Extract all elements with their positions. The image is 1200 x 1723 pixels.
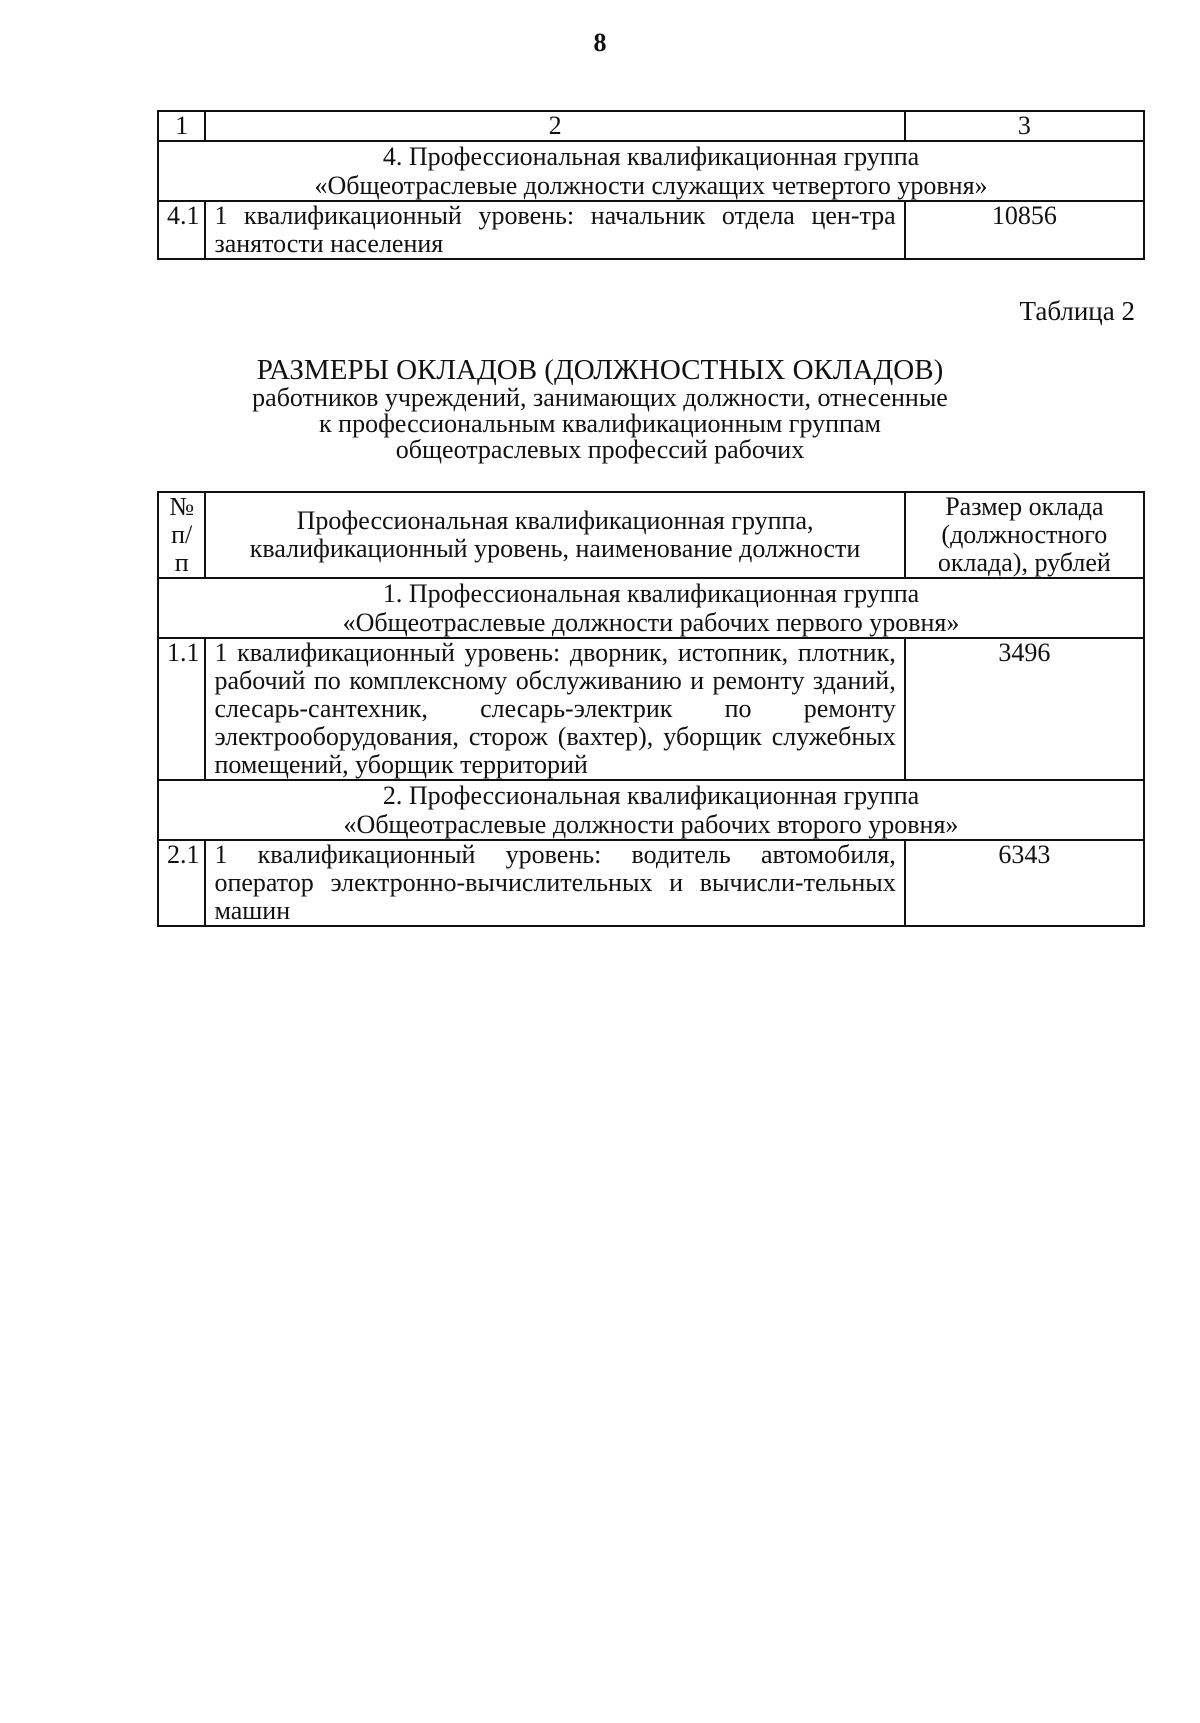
group-title: 2. Профессиональная квалификационная группа bbox=[382, 781, 920, 810]
column-number: 3 bbox=[905, 111, 1144, 141]
table-title-block bbox=[200, 355, 1000, 463]
row-number: 1.1 bbox=[158, 638, 205, 780]
row-salary: 6343 bbox=[905, 840, 1144, 926]
table-subtitle-line: работников учреждений, занимающих должности, отнесенные bbox=[252, 383, 948, 412]
group-header-cell bbox=[158, 578, 1144, 638]
row-description: 1 квалификационный уровень: водитель автомобиля, оператор электронно-вычислительных и вычисли-тельных машин bbox=[205, 840, 904, 926]
group-title: 1. Профессиональная квалификационная группа bbox=[382, 579, 920, 608]
group-header-row bbox=[158, 141, 1144, 201]
table-row bbox=[158, 840, 1144, 926]
group-subtitle: «Общеотраслевые должности служащих четвертого уровня» bbox=[314, 171, 988, 200]
table-subtitle-line: к профессиональным квалификационным группам bbox=[319, 409, 881, 438]
table-row bbox=[158, 638, 1144, 780]
group-header-cell bbox=[158, 780, 1144, 840]
table-title: РАЗМЕРЫ ОКЛАДОВ (ДОЛЖНОСТНЫХ ОКЛАДОВ) bbox=[256, 354, 944, 386]
column-number-row bbox=[158, 111, 1144, 141]
header-description: Профессиональная квалификационная группа, квалификационный уровень, наименование должности bbox=[205, 492, 904, 578]
salary-table-continuation bbox=[157, 110, 1145, 260]
group-header-row bbox=[158, 578, 1144, 638]
group-subtitle: «Общеотраслевые должности рабочих первого уровня» bbox=[342, 608, 960, 637]
row-salary: 3496 bbox=[905, 638, 1144, 780]
row-number: 4.1 bbox=[158, 201, 205, 259]
row-salary: 10856 bbox=[905, 201, 1144, 259]
column-number: 2 bbox=[205, 111, 904, 141]
row-description: 1 квалификационный уровень: начальник отдела цен-тра занятости населения bbox=[205, 201, 904, 259]
header-number: № п/п bbox=[158, 492, 205, 578]
group-subtitle: «Общеотраслевые должности рабочих второго уровня» bbox=[343, 810, 959, 839]
table-row bbox=[158, 201, 1144, 259]
row-number: 2.1 bbox=[158, 840, 205, 926]
row-description: 1 квалификационный уровень: дворник, истопник, плотник, рабочий по комплексному обслуживанию и ремонту зданий, слесарь-сантехник, слесарь-электрик по ремонту электрооборудования, сторож (вахтер), уборщик служебных помещений, уборщик территорий bbox=[205, 638, 904, 780]
table-subtitle-line: общеотраслевых профессий рабочих bbox=[395, 435, 805, 464]
salary-table-2 bbox=[157, 491, 1145, 927]
group-header-row bbox=[158, 780, 1144, 840]
table-label: Таблица 2 bbox=[1019, 296, 1135, 326]
group-title: 4. Профессиональная квалификационная группа bbox=[382, 142, 920, 171]
header-salary: Размер оклада (должностного оклада), рублей bbox=[905, 492, 1144, 578]
page-number: 8 bbox=[593, 28, 607, 57]
column-number: 1 bbox=[158, 111, 205, 141]
table-header-row bbox=[158, 492, 1144, 578]
group-header-cell bbox=[158, 141, 1144, 201]
